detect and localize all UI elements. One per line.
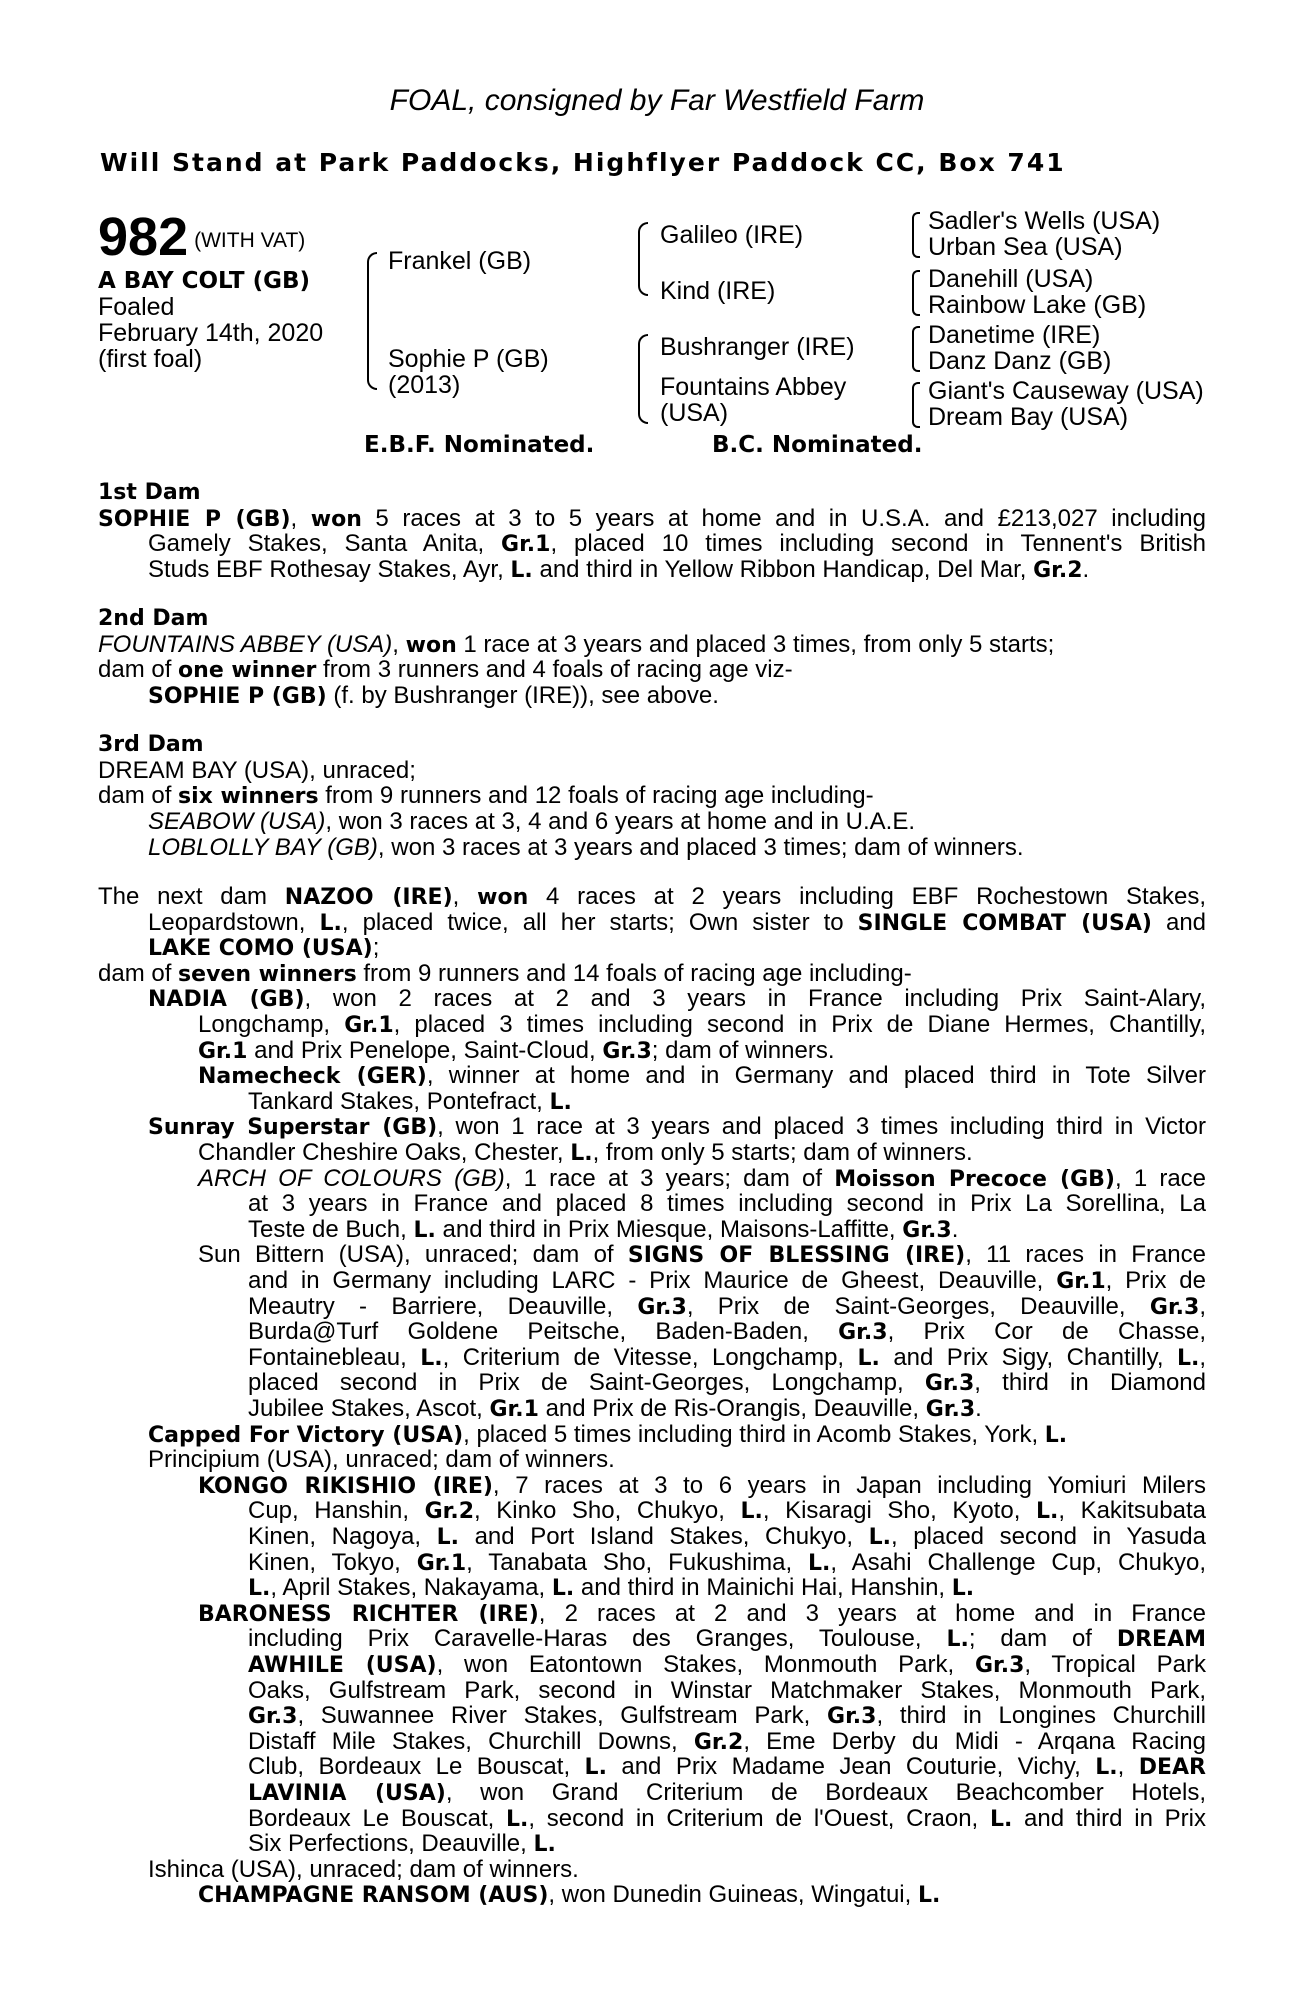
text-run: , 7 races at 3 to 6 years in Japan including Yomiuri Milers	[492, 1471, 1206, 1499]
text-run: , placed 10 times including second in Tennent's British	[550, 530, 1206, 557]
dam-name: SOPHIE P (GB)	[98, 507, 291, 532]
text-run: ; dam of	[968, 1625, 1117, 1653]
text-run: , Eme Derby du Midi - Arqana Racing	[743, 1727, 1206, 1755]
text-run: Meautry - Barriere, Deauville,	[248, 1292, 638, 1320]
grade: L.	[807, 1550, 831, 1576]
horse-name: NADIA (GB)	[148, 987, 305, 1013]
grade: L.	[1035, 1499, 1059, 1525]
second-dam-line-3	[148, 683, 719, 710]
offspring-name: SEABOW (USA)	[148, 808, 326, 835]
namecheck-line-2	[248, 1089, 572, 1116]
kongo-line-3	[248, 1524, 1206, 1551]
kongo-line-2	[248, 1498, 1206, 1525]
granddam-1: Urban Sea (USA)	[928, 233, 1123, 261]
granddam-3: Danz Danz (GB)	[928, 347, 1112, 375]
horse-name: DREAM	[1116, 1627, 1207, 1653]
third-dam-line-1: DREAM BAY (USA), unraced;	[98, 757, 416, 784]
grade: L.	[917, 1883, 941, 1909]
text-run: , 2 races at 2 and 3 years at home and in France	[538, 1599, 1206, 1627]
text-run: dam of	[98, 782, 179, 809]
grade: Gr.3	[637, 1294, 687, 1320]
text-run: , Prix Cor de Chasse,	[887, 1318, 1206, 1346]
kongo-line-5	[248, 1575, 974, 1602]
grade: L.	[1044, 1422, 1068, 1448]
text-run: , 1 race	[1114, 1164, 1207, 1192]
horse-name: AWHILE (USA)	[248, 1653, 437, 1678]
text-run: including Prix Caravelle-Haras des Granges, Toulouse,	[248, 1625, 947, 1653]
text-run: Gamely Stakes, Santa Anita,	[148, 530, 502, 557]
won-label: won	[405, 633, 457, 658]
text-run: Club, Bordeaux Le Bouscat,	[248, 1753, 585, 1781]
baroness-line-4: Oaks, Gulfstream Park, second in Winstar Matchmaker Stakes, Monmouth Park,	[248, 1676, 1206, 1704]
baroness-line-9	[248, 1806, 1206, 1833]
g-bracket-2	[912, 270, 920, 316]
grade: Gr.3	[248, 1704, 298, 1730]
next-dam-line-2	[148, 910, 1206, 937]
text-run: and third in Prix Miesque, Maisons-Laffitte,	[435, 1215, 903, 1243]
g-bracket-1	[912, 212, 920, 258]
grade: L.	[857, 1345, 880, 1371]
baroness-line-3	[248, 1652, 1206, 1679]
grade: Gr.1	[501, 532, 551, 557]
g-bracket-3	[912, 326, 920, 372]
text-run: (f. by Bushranger (IRE)), see above.	[326, 682, 719, 709]
text-run: , 1 race at 3 years; dam of	[504, 1164, 835, 1192]
offspring-name: LOBLOLLY BAY (GB)	[148, 834, 378, 861]
text-run: Distaff Mile Stakes, Churchill Downs,	[248, 1727, 694, 1755]
grade: Gr.3	[602, 1038, 652, 1064]
grade: Gr.3	[827, 1704, 877, 1730]
grade: L.	[1176, 1345, 1200, 1371]
text-run: , won 2 races at 2 and 3 years in France including Prix Saint-Alary,	[304, 985, 1207, 1013]
grade: Gr.3	[1149, 1294, 1200, 1320]
sunbittern-line-1	[198, 1242, 1206, 1269]
text-run: , won 3 races at 3, 4 and 6 years at home and in U.A.E.	[325, 808, 916, 835]
text-run: from 3 runners and 4 foals of racing age viz-	[316, 656, 793, 683]
text-run: , placed twice, all her starts; Own sister to	[341, 908, 858, 936]
text-run: 5 races at 3 to 5 years at home and in U.S.A. and £213,027 including	[361, 505, 1206, 532]
grade: Gr.1	[416, 1550, 467, 1576]
sire-dam: Kind (IRE)	[660, 277, 776, 305]
text-run: , won Grand Criterium de Bordeaux Beachcomber Hotels,	[445, 1779, 1206, 1806]
grade: L.	[549, 1089, 572, 1115]
next-dam-line-4	[98, 961, 912, 988]
grade: Gr.1	[344, 1013, 394, 1038]
grade: L.	[946, 1627, 969, 1653]
text-run: Kinen, Nagoya,	[248, 1523, 437, 1550]
horse-name: DEAR	[1138, 1755, 1206, 1781]
text-run: , won 3 races at 3 years and placed 3 times; dam of winners.	[377, 834, 1024, 861]
vat-note: (WITH VAT)	[194, 229, 306, 252]
grade: Gr.2	[693, 1729, 744, 1755]
sunbittern-line-6	[248, 1370, 1206, 1397]
grade: L.	[868, 1525, 892, 1550]
text-run: ;	[372, 934, 380, 962]
text-run: The next dam	[98, 883, 285, 910]
winner-count: six winners	[178, 784, 319, 809]
text-run: placed second in Prix de Saint-Georges, Longchamp,	[248, 1369, 925, 1397]
text-run: .	[951, 1215, 959, 1243]
horse-name: Capped For Victory (USA)	[148, 1422, 464, 1448]
text-run: from 9 runners and 12 foals of racing age including-	[318, 782, 874, 809]
dam-dam-line2: (USA)	[660, 399, 729, 427]
text-run: , Prix de Saint-Georges, Deauville,	[686, 1292, 1150, 1320]
grade: Gr.3	[838, 1320, 888, 1346]
baroness-line-6	[248, 1729, 1206, 1756]
text-run: , placed 5 times including third in Acomb Stakes, York,	[463, 1420, 1045, 1448]
text-run: and third in Prix	[1012, 1804, 1206, 1832]
text-run: and third in Mainichi Hai, Hanshin,	[574, 1574, 952, 1602]
text-run: ,	[392, 631, 406, 658]
text-run: and third in Yellow Ribbon Handicap, Del Mar,	[532, 556, 1034, 583]
text-run: .	[975, 1395, 982, 1422]
text-run: , April Stakes, Nakayama,	[270, 1574, 552, 1602]
text-run: , third in Longines Churchill	[876, 1702, 1206, 1730]
sunray-line-1	[148, 1114, 1206, 1141]
namecheck-line-1	[198, 1063, 1206, 1090]
text-run: Longchamp,	[198, 1011, 345, 1038]
text-run: Chandler Cheshire Oaks, Chester,	[198, 1139, 571, 1166]
text-run: , Criterium de Vitesse, Longchamp,	[442, 1343, 858, 1371]
kongo-line-1	[198, 1473, 1206, 1500]
granddam-2: Rainbow Lake (GB)	[928, 291, 1147, 319]
baroness-line-1	[198, 1601, 1206, 1628]
text-run: Studs EBF Rothesay Stakes, Ayr,	[148, 556, 511, 583]
nadia-line-2	[198, 1012, 1206, 1039]
dam-name: NAZOO (IRE)	[284, 885, 453, 910]
text-run: , Tropical Park	[1024, 1651, 1207, 1678]
winner-count: seven winners	[178, 961, 357, 987]
grade: L.	[420, 1345, 443, 1371]
horse-name: Namecheck (GER)	[198, 1064, 427, 1090]
second-dam-line-1	[98, 632, 1054, 659]
kongo-line-4	[248, 1550, 1206, 1577]
third-dam-line-2	[98, 783, 874, 810]
text-run: , placed second in Yasuda	[891, 1523, 1206, 1550]
text-run: , Prix de	[1105, 1267, 1206, 1294]
grade: L.	[533, 1832, 556, 1858]
text-run: Fontainebleau,	[248, 1343, 421, 1371]
grade: Gr.3	[925, 1397, 976, 1422]
grade: Gr.3	[974, 1653, 1025, 1678]
dam-year: (2013)	[388, 371, 461, 399]
text-run: and Port Island Stakes, Chukyo,	[459, 1523, 869, 1550]
grade: L.	[413, 1217, 436, 1243]
grade: L.	[740, 1499, 763, 1525]
first-dam-line-1: SOPHIE P (GB), won 5 races at 3 to 5 years at home and in U.S.A. and £213,027 including	[98, 505, 1206, 532]
text-run: Teste de Buch,	[248, 1215, 414, 1243]
ebf-nomination: E.B.F. Nominated.	[364, 432, 595, 458]
text-run: ; dam of winners.	[651, 1036, 835, 1064]
grade: Gr.2	[424, 1499, 475, 1525]
foaled-date: February 14th, 2020	[98, 319, 324, 347]
horse-name: LAKE COMO (USA)	[148, 936, 373, 962]
horse-name: ARCH OF COLOURS (GB)	[198, 1164, 505, 1192]
text-run: from 9 runners and 14 foals of racing age including-	[356, 959, 912, 987]
grade: Gr.3	[902, 1217, 952, 1243]
bc-nomination: B.C. Nominated.	[712, 432, 923, 458]
text-run: , Tanabata Sho, Fukushima,	[466, 1548, 808, 1576]
grandsire-3: Danetime (IRE)	[928, 321, 1101, 349]
grandsire-2: Danehill (USA)	[928, 265, 1094, 293]
dam-sire: Bushranger (IRE)	[660, 333, 855, 361]
horse-name: CHAMPAGNE RANSOM (AUS)	[198, 1883, 549, 1909]
first-dam-heading: 1st Dam	[98, 480, 201, 505]
grandsire-4: Giant's Causeway (USA)	[928, 377, 1204, 405]
grade: Gr.1	[198, 1038, 248, 1064]
text-run: ,	[1199, 1343, 1206, 1371]
text-run: , Kinko Sho, Chukyo,	[474, 1497, 741, 1525]
next-dam-line-1	[98, 884, 1206, 911]
text-run: Leopardstown,	[148, 908, 320, 936]
text-run: , Suwannee River Stakes, Gulfstream Park,	[297, 1702, 828, 1730]
stand-location: Will Stand at Park Paddocks, Highflyer Paddock CC, Box 741	[100, 148, 1066, 177]
text-run: and in Germany including LARC - Prix Maurice de Gheest, Deauville,	[248, 1267, 1057, 1294]
pedigree-bracket	[367, 252, 377, 390]
text-run: and Prix Madame Jean Couturie, Vichy,	[606, 1753, 1096, 1781]
text-run: dam of	[98, 959, 179, 987]
text-run: , winner at home and in Germany and placed third in Tote Silver	[426, 1062, 1206, 1090]
third-dam-line-4	[148, 835, 1024, 861]
text-run: , placed 3 times including second in Prix de Diane Hermes, Chantilly,	[393, 1011, 1206, 1038]
text-run: .	[1082, 556, 1090, 583]
text-run: ,	[452, 883, 478, 910]
foaled-label: Foaled	[98, 293, 175, 321]
text-run: , Asahi Challenge Cup, Chukyo,	[830, 1548, 1207, 1576]
grade: L.	[436, 1525, 459, 1550]
third-dam-heading: 3rd Dam	[98, 732, 204, 757]
grade: L.	[506, 1806, 529, 1832]
dam-bracket	[638, 334, 648, 424]
grade: Gr.1	[1056, 1269, 1106, 1294]
text-run: , from only 5 starts; dam of winners.	[592, 1139, 973, 1166]
won-label: won	[477, 885, 529, 910]
dam-dam-line1: Fountains Abbey	[660, 373, 847, 401]
g-bracket-4	[912, 382, 920, 428]
second-dam-line-2	[98, 657, 793, 684]
sire-sire: Galileo (IRE)	[660, 221, 804, 249]
offspring-name: SOPHIE P (GB)	[148, 684, 327, 709]
grade: L.	[248, 1576, 271, 1602]
next-dam-line-3	[148, 935, 379, 962]
first-dam-line-3	[148, 557, 1089, 584]
horse-name: Moisson Precoce (GB)	[834, 1166, 1115, 1192]
text-run: and Prix Sigy, Chantilly,	[879, 1343, 1177, 1371]
lot-number	[98, 207, 306, 276]
text-run: dam of	[98, 656, 179, 683]
text-run: Burda@Turf Goldene Peitsche, Baden-Baden,	[248, 1318, 839, 1346]
text-run: , won Eatontown Stakes, Monmouth Park,	[436, 1651, 975, 1678]
second-dam-heading: 2nd Dam	[98, 606, 209, 631]
text-run: 1 race at 3 years and placed 3 times, from only 5 starts;	[456, 631, 1055, 658]
text-run: , Kisaragi Sho, Kyoto,	[762, 1497, 1036, 1525]
baroness-line-7	[248, 1754, 1206, 1781]
grade: Gr.3	[924, 1371, 975, 1397]
foal-note: (first foal)	[98, 345, 203, 373]
text-run: , Kakitsubata	[1058, 1497, 1206, 1525]
lot-number-value: 982	[98, 207, 189, 267]
granddam-4: Dream Bay (USA)	[928, 403, 1129, 431]
sunbittern-line-2	[248, 1268, 1206, 1295]
dam-name: FOUNTAINS ABBEY (USA)	[98, 631, 393, 658]
horse-name: LAVINIA (USA)	[248, 1781, 446, 1806]
grade: L.	[584, 1755, 607, 1781]
text-run: ,	[1199, 1292, 1206, 1320]
champagne-line	[198, 1882, 940, 1909]
grade: L.	[570, 1141, 593, 1166]
text-run: Kinen, Tokyo,	[248, 1548, 417, 1576]
horse-name: Sunray Superstar (GB)	[148, 1115, 438, 1141]
baroness-line-8	[248, 1780, 1206, 1807]
grade: L.	[319, 910, 342, 936]
principium-line: Principium (USA), unraced; dam of winners.	[148, 1446, 615, 1474]
text-run: , second in Criterium de l'Ouest, Craon,	[528, 1804, 990, 1832]
won-label: won	[310, 507, 362, 532]
horse-name: SINGLE COMBAT (USA)	[857, 910, 1152, 936]
text-run: Cup, Hanshin,	[248, 1497, 425, 1525]
dam-name: Sophie P (GB)	[388, 345, 549, 373]
text-run: , won Dunedin Guineas, Wingatui,	[548, 1881, 918, 1909]
text-run: 4 races at 2 years including EBF Rochestown Stakes,	[528, 883, 1206, 910]
lot-title: A BAY COLT (GB)	[98, 268, 311, 294]
baroness-line-5	[248, 1703, 1206, 1730]
winner-count: one winner	[178, 658, 317, 683]
text-run: ,	[1117, 1753, 1139, 1781]
nadia-line-1	[148, 986, 1206, 1013]
grade: L.	[1095, 1755, 1118, 1781]
arch-line-2: at 3 years in France and placed 8 times including second in Prix La Sorellina, La	[248, 1190, 1206, 1218]
sunbittern-line-4	[248, 1319, 1206, 1346]
text-run: and Prix de Ris-Orangis, Deauville,	[538, 1395, 926, 1422]
sunbittern-line-5	[248, 1345, 1206, 1372]
sire-bracket	[638, 222, 648, 296]
text-run: , 11 races in France	[965, 1241, 1206, 1269]
text-run: and Prix Penelope, Saint-Cloud,	[247, 1036, 603, 1064]
horse-name: SIGNS OF BLESSING (IRE)	[627, 1243, 966, 1269]
text-run: Sun Bittern (USA), unraced; dam of	[198, 1241, 628, 1269]
sire-name: Frankel (GB)	[388, 247, 532, 275]
grade: L.	[551, 1576, 575, 1602]
sunbittern-line-7	[248, 1396, 982, 1423]
grandsire-1: Sadler's Wells (USA)	[928, 207, 1161, 235]
arch-line-1	[198, 1166, 1206, 1193]
grade: Gr.2	[1033, 558, 1083, 583]
baroness-line-10	[248, 1831, 556, 1858]
capped-line-1	[148, 1422, 1067, 1449]
sunbittern-line-3	[248, 1294, 1206, 1321]
baroness-line-2	[248, 1626, 1206, 1653]
nadia-line-3	[198, 1038, 835, 1065]
sunray-line-2	[198, 1140, 973, 1167]
horse-name: BARONESS RICHTER (IRE)	[198, 1601, 539, 1627]
first-dam-line-2	[148, 531, 1206, 558]
text-run: , third in Diamond	[974, 1369, 1206, 1397]
text-run: Six Perfections, Deauville,	[248, 1830, 534, 1858]
horse-name: KONGO RIKISHIO (IRE)	[198, 1473, 493, 1499]
text-run: Jubilee Stakes, Ascot,	[248, 1395, 490, 1422]
text-run: , won 1 race at 3 years and placed 3 times including third in Victor	[437, 1113, 1206, 1141]
grade: L.	[989, 1806, 1013, 1832]
consignment-line: FOAL, consigned by Far Westfield Farm	[389, 84, 925, 117]
text-run: Bordeaux Le Bouscat,	[248, 1804, 507, 1832]
grade: L.	[510, 558, 533, 583]
text-run: Tankard Stakes, Pontefract,	[248, 1087, 550, 1115]
third-dam-line-3	[148, 809, 915, 835]
text-run: and	[1151, 908, 1207, 936]
arch-line-3	[248, 1217, 958, 1244]
ishinca-line: Ishinca (USA), unraced; dam of winners.	[148, 1855, 579, 1883]
grade: Gr.1	[489, 1397, 539, 1422]
grade: L.	[951, 1576, 975, 1602]
